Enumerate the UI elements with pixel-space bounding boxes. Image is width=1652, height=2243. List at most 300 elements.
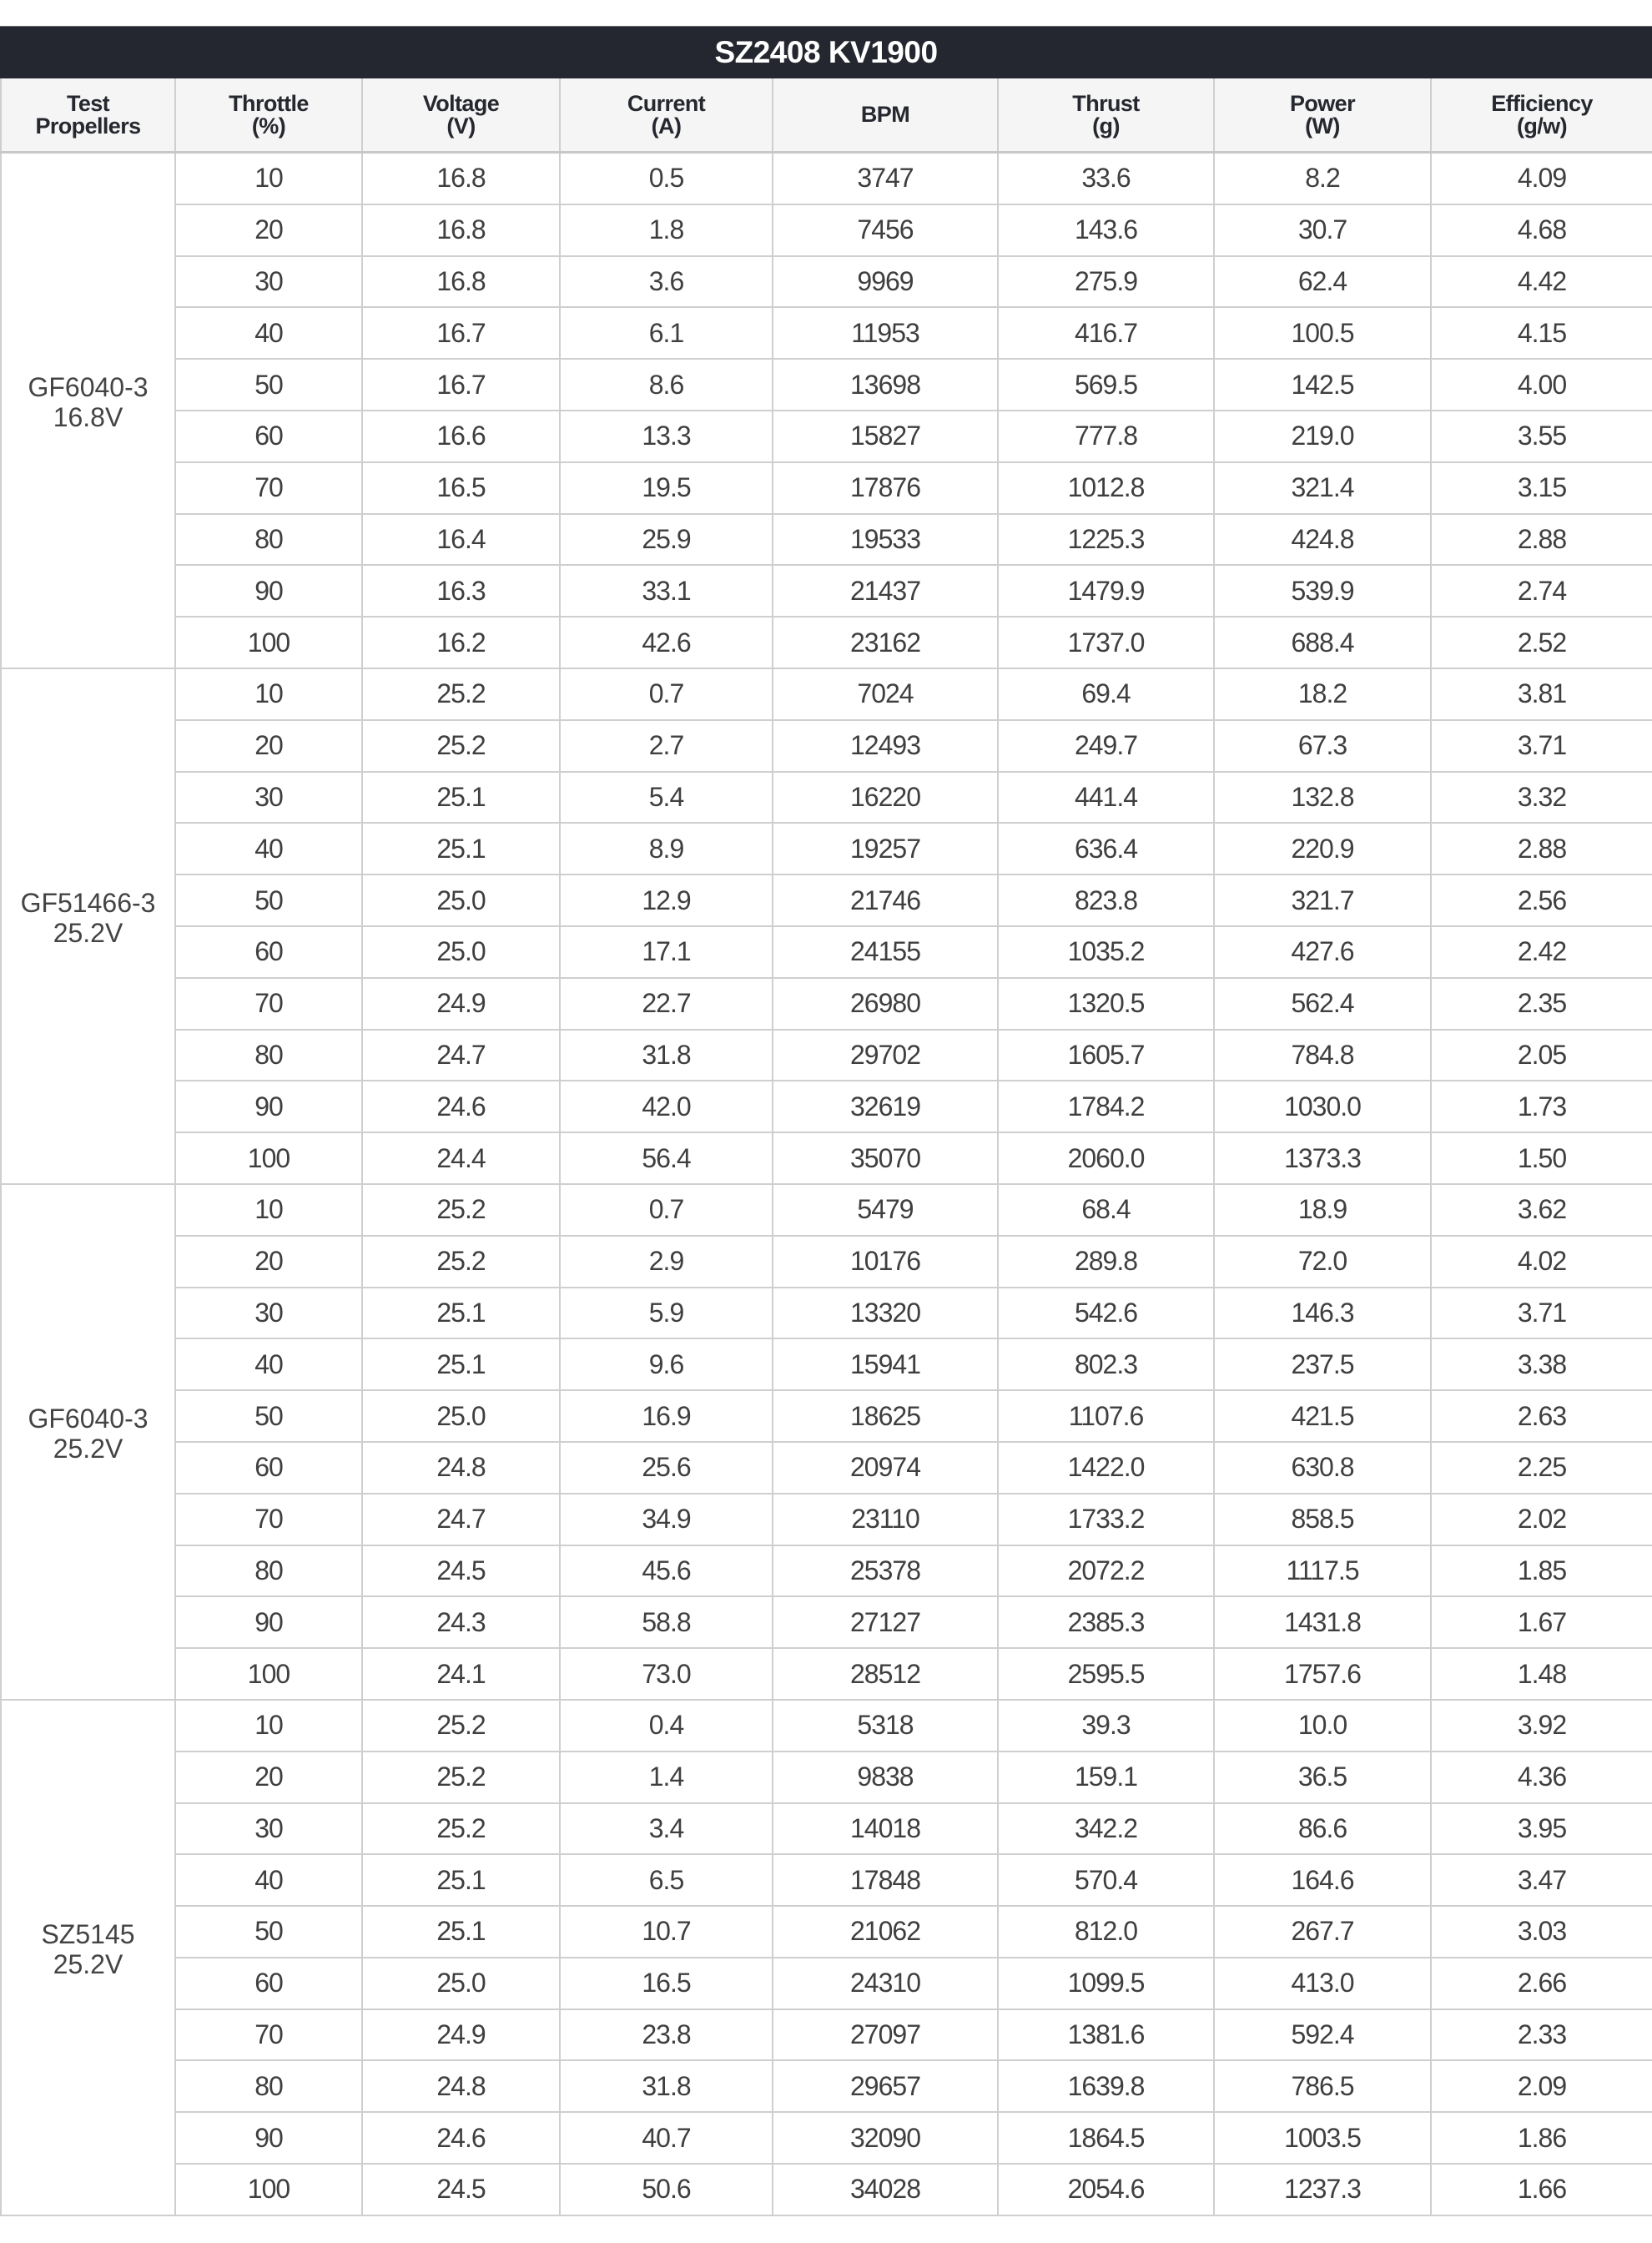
throttle-cell: 30 bbox=[175, 256, 362, 308]
voltage-cell: 25.2 bbox=[362, 1236, 560, 1288]
header-label: BPM bbox=[860, 102, 910, 127]
table-row bbox=[1, 875, 1652, 926]
voltage-cell: 25.0 bbox=[362, 1958, 560, 2009]
thrust-cell: 2072.2 bbox=[998, 1545, 1214, 1597]
efficiency-cell: 2.33 bbox=[1431, 2009, 1652, 2061]
efficiency-cell: 4.02 bbox=[1431, 1236, 1652, 1288]
thrust-cell: 1107.6 bbox=[998, 1390, 1214, 1442]
header-bpm bbox=[773, 78, 998, 153]
power-cell: 321.7 bbox=[1214, 875, 1431, 926]
current-cell: 0.7 bbox=[560, 1184, 773, 1236]
thrust-cell: 33.6 bbox=[998, 153, 1214, 204]
table-row bbox=[1, 2009, 1652, 2061]
efficiency-cell: 2.66 bbox=[1431, 1958, 1652, 2009]
current-cell: 1.4 bbox=[560, 1752, 773, 1803]
bpm-cell: 7456 bbox=[773, 204, 998, 256]
table-row bbox=[1, 153, 1652, 204]
power-cell: 784.8 bbox=[1214, 1030, 1431, 1081]
throttle-cell: 10 bbox=[175, 1184, 362, 1236]
efficiency-cell: 2.88 bbox=[1431, 823, 1652, 875]
thrust-cell: 68.4 bbox=[998, 1184, 1214, 1236]
thrust-cell: 2385.3 bbox=[998, 1596, 1214, 1648]
power-cell: 858.5 bbox=[1214, 1494, 1431, 1545]
efficiency-cell: 3.81 bbox=[1431, 668, 1652, 720]
bpm-cell: 18625 bbox=[773, 1390, 998, 1442]
efficiency-cell: 2.05 bbox=[1431, 1030, 1652, 1081]
bpm-cell: 23162 bbox=[773, 617, 998, 668]
table-row bbox=[1, 1390, 1652, 1442]
bpm-cell: 34028 bbox=[773, 2164, 998, 2215]
power-cell: 1237.3 bbox=[1214, 2164, 1431, 2215]
throttle-cell: 60 bbox=[175, 411, 362, 462]
bpm-cell: 12493 bbox=[773, 720, 998, 772]
propeller-group-cell bbox=[1, 153, 175, 668]
power-cell: 1030.0 bbox=[1214, 1081, 1431, 1132]
throttle-cell: 90 bbox=[175, 2112, 362, 2164]
table-row bbox=[1, 1030, 1652, 1081]
efficiency-cell: 3.55 bbox=[1431, 411, 1652, 462]
efficiency-cell: 2.52 bbox=[1431, 617, 1652, 668]
throttle-cell: 80 bbox=[175, 514, 362, 566]
power-cell: 18.2 bbox=[1214, 668, 1431, 720]
throttle-cell: 50 bbox=[175, 1906, 362, 1958]
voltage-cell: 24.5 bbox=[362, 2164, 560, 2215]
propeller-name: GF6040-3 bbox=[28, 1403, 149, 1434]
bpm-cell: 29702 bbox=[773, 1030, 998, 1081]
propeller-voltage: 25.2V bbox=[53, 1433, 123, 1464]
current-cell: 12.9 bbox=[560, 875, 773, 926]
thrust-cell: 1422.0 bbox=[998, 1442, 1214, 1494]
thrust-cell: 636.4 bbox=[998, 823, 1214, 875]
header-label: Test bbox=[66, 90, 110, 116]
thrust-cell: 570.4 bbox=[998, 1854, 1214, 1906]
voltage-cell: 25.2 bbox=[362, 1803, 560, 1855]
thrust-cell: 1320.5 bbox=[998, 978, 1214, 1030]
table-row bbox=[1, 978, 1652, 1030]
motor-test-table-container bbox=[0, 26, 1652, 2216]
bpm-cell: 28512 bbox=[773, 1648, 998, 1700]
current-cell: 16.5 bbox=[560, 1958, 773, 2009]
efficiency-cell: 3.32 bbox=[1431, 772, 1652, 824]
header-unit: (%) bbox=[251, 113, 286, 139]
table-row bbox=[1, 1648, 1652, 1700]
power-cell: 237.5 bbox=[1214, 1338, 1431, 1390]
efficiency-cell: 1.66 bbox=[1431, 2164, 1652, 2215]
motor-test-data-table bbox=[0, 78, 1652, 2216]
throttle-cell: 30 bbox=[175, 772, 362, 824]
current-cell: 34.9 bbox=[560, 1494, 773, 1545]
table-row bbox=[1, 1338, 1652, 1390]
bpm-cell: 5479 bbox=[773, 1184, 998, 1236]
propeller-name: SZ5145 bbox=[41, 1918, 135, 1949]
current-cell: 56.4 bbox=[560, 1132, 773, 1184]
throttle-cell: 100 bbox=[175, 1132, 362, 1184]
bpm-cell: 19257 bbox=[773, 823, 998, 875]
bpm-cell: 17848 bbox=[773, 1854, 998, 1906]
power-cell: 72.0 bbox=[1214, 1236, 1431, 1288]
table-row bbox=[1, 772, 1652, 824]
bpm-cell: 19533 bbox=[773, 514, 998, 566]
thrust-cell: 2595.5 bbox=[998, 1648, 1214, 1700]
efficiency-cell: 4.42 bbox=[1431, 256, 1652, 308]
thrust-cell: 342.2 bbox=[998, 1803, 1214, 1855]
propeller-name: GF6040-3 bbox=[28, 371, 149, 402]
efficiency-cell: 1.86 bbox=[1431, 2112, 1652, 2164]
table-row bbox=[1, 1132, 1652, 1184]
throttle-cell: 10 bbox=[175, 1700, 362, 1752]
table-body bbox=[1, 153, 1652, 2215]
thrust-cell: 143.6 bbox=[998, 204, 1214, 256]
bpm-cell: 11953 bbox=[773, 307, 998, 359]
current-cell: 73.0 bbox=[560, 1648, 773, 1700]
thrust-cell: 1225.3 bbox=[998, 514, 1214, 566]
efficiency-cell: 3.47 bbox=[1431, 1854, 1652, 1906]
throttle-cell: 60 bbox=[175, 1442, 362, 1494]
thrust-cell: 1381.6 bbox=[998, 2009, 1214, 2061]
thrust-cell: 2060.0 bbox=[998, 1132, 1214, 1184]
power-cell: 146.3 bbox=[1214, 1288, 1431, 1339]
thrust-cell: 542.6 bbox=[998, 1288, 1214, 1339]
efficiency-cell: 2.09 bbox=[1431, 2060, 1652, 2112]
efficiency-cell: 4.00 bbox=[1431, 359, 1652, 411]
power-cell: 539.9 bbox=[1214, 565, 1431, 617]
current-cell: 22.7 bbox=[560, 978, 773, 1030]
power-cell: 100.5 bbox=[1214, 307, 1431, 359]
current-cell: 10.7 bbox=[560, 1906, 773, 1958]
voltage-cell: 16.8 bbox=[362, 204, 560, 256]
voltage-cell: 16.7 bbox=[362, 307, 560, 359]
bpm-cell: 3747 bbox=[773, 153, 998, 204]
current-cell: 0.5 bbox=[560, 153, 773, 204]
table-row bbox=[1, 1081, 1652, 1132]
voltage-cell: 25.2 bbox=[362, 1700, 560, 1752]
header-unit: (A) bbox=[651, 113, 682, 139]
thrust-cell: 777.8 bbox=[998, 411, 1214, 462]
power-cell: 86.6 bbox=[1214, 1803, 1431, 1855]
current-cell: 45.6 bbox=[560, 1545, 773, 1597]
current-cell: 6.1 bbox=[560, 307, 773, 359]
bpm-cell: 10176 bbox=[773, 1236, 998, 1288]
header-unit: Propellers bbox=[35, 113, 141, 139]
throttle-cell: 20 bbox=[175, 204, 362, 256]
thrust-cell: 1605.7 bbox=[998, 1030, 1214, 1081]
thrust-cell: 1737.0 bbox=[998, 617, 1214, 668]
voltage-cell: 25.0 bbox=[362, 875, 560, 926]
current-cell: 50.6 bbox=[560, 2164, 773, 2215]
voltage-cell: 25.1 bbox=[362, 1338, 560, 1390]
efficiency-cell: 4.68 bbox=[1431, 204, 1652, 256]
thrust-cell: 1035.2 bbox=[998, 926, 1214, 978]
header-efficiency bbox=[1431, 78, 1652, 153]
throttle-cell: 60 bbox=[175, 926, 362, 978]
current-cell: 2.9 bbox=[560, 1236, 773, 1288]
bpm-cell: 35070 bbox=[773, 1132, 998, 1184]
header-label: Throttle bbox=[229, 90, 309, 116]
thrust-cell: 1099.5 bbox=[998, 1958, 1214, 2009]
table-row bbox=[1, 1494, 1652, 1545]
voltage-cell: 25.2 bbox=[362, 668, 560, 720]
bpm-cell: 21437 bbox=[773, 565, 998, 617]
efficiency-cell: 4.36 bbox=[1431, 1752, 1652, 1803]
voltage-cell: 24.8 bbox=[362, 1442, 560, 1494]
efficiency-cell: 1.67 bbox=[1431, 1596, 1652, 1648]
header-label: Current bbox=[627, 90, 706, 116]
current-cell: 8.6 bbox=[560, 359, 773, 411]
propeller-name: GF51466-3 bbox=[20, 887, 156, 918]
throttle-cell: 10 bbox=[175, 153, 362, 204]
voltage-cell: 24.5 bbox=[362, 1545, 560, 1597]
table-row bbox=[1, 1236, 1652, 1288]
power-cell: 424.8 bbox=[1214, 514, 1431, 566]
voltage-cell: 16.6 bbox=[362, 411, 560, 462]
table-row bbox=[1, 1288, 1652, 1339]
thrust-cell: 1479.9 bbox=[998, 565, 1214, 617]
table-row bbox=[1, 1545, 1652, 1597]
current-cell: 19.5 bbox=[560, 462, 773, 514]
propeller-voltage: 25.2V bbox=[53, 917, 123, 948]
power-cell: 67.3 bbox=[1214, 720, 1431, 772]
current-cell: 25.9 bbox=[560, 514, 773, 566]
voltage-cell: 25.1 bbox=[362, 823, 560, 875]
bpm-cell: 27127 bbox=[773, 1596, 998, 1648]
propeller-group-cell bbox=[1, 1700, 175, 2215]
header-unit: (W) bbox=[1305, 113, 1340, 139]
table-row bbox=[1, 462, 1652, 514]
efficiency-cell: 1.50 bbox=[1431, 1132, 1652, 1184]
bpm-cell: 20974 bbox=[773, 1442, 998, 1494]
throttle-cell: 50 bbox=[175, 359, 362, 411]
table-row bbox=[1, 514, 1652, 566]
efficiency-cell: 2.74 bbox=[1431, 565, 1652, 617]
table-row bbox=[1, 1906, 1652, 1958]
throttle-cell: 40 bbox=[175, 1854, 362, 1906]
header-current bbox=[560, 78, 773, 153]
thrust-cell: 1784.2 bbox=[998, 1081, 1214, 1132]
efficiency-cell: 2.35 bbox=[1431, 978, 1652, 1030]
power-cell: 1117.5 bbox=[1214, 1545, 1431, 1597]
power-cell: 1431.8 bbox=[1214, 1596, 1431, 1648]
throttle-cell: 80 bbox=[175, 1545, 362, 1597]
current-cell: 42.6 bbox=[560, 617, 773, 668]
bpm-cell: 29657 bbox=[773, 2060, 998, 2112]
efficiency-cell: 3.15 bbox=[1431, 462, 1652, 514]
throttle-cell: 40 bbox=[175, 1338, 362, 1390]
voltage-cell: 24.7 bbox=[362, 1494, 560, 1545]
voltage-cell: 25.1 bbox=[362, 1854, 560, 1906]
voltage-cell: 16.7 bbox=[362, 359, 560, 411]
table-row bbox=[1, 1184, 1652, 1236]
efficiency-cell: 2.88 bbox=[1431, 514, 1652, 566]
thrust-cell: 249.7 bbox=[998, 720, 1214, 772]
table-row bbox=[1, 1596, 1652, 1648]
voltage-cell: 24.8 bbox=[362, 2060, 560, 2112]
throttle-cell: 30 bbox=[175, 1288, 362, 1339]
propeller-group-cell bbox=[1, 668, 175, 1184]
power-cell: 321.4 bbox=[1214, 462, 1431, 514]
table-row bbox=[1, 1700, 1652, 1752]
thrust-cell: 802.3 bbox=[998, 1338, 1214, 1390]
power-cell: 142.5 bbox=[1214, 359, 1431, 411]
throttle-cell: 50 bbox=[175, 875, 362, 926]
efficiency-cell: 2.42 bbox=[1431, 926, 1652, 978]
power-cell: 421.5 bbox=[1214, 1390, 1431, 1442]
power-cell: 132.8 bbox=[1214, 772, 1431, 824]
current-cell: 3.4 bbox=[560, 1803, 773, 1855]
power-cell: 413.0 bbox=[1214, 1958, 1431, 2009]
thrust-cell: 416.7 bbox=[998, 307, 1214, 359]
header-voltage bbox=[362, 78, 560, 153]
power-cell: 562.4 bbox=[1214, 978, 1431, 1030]
power-cell: 8.2 bbox=[1214, 153, 1431, 204]
bpm-cell: 14018 bbox=[773, 1803, 998, 1855]
current-cell: 13.3 bbox=[560, 411, 773, 462]
header-unit: (g) bbox=[1092, 113, 1120, 139]
table-row bbox=[1, 1958, 1652, 2009]
table-row bbox=[1, 1752, 1652, 1803]
table-row bbox=[1, 926, 1652, 978]
power-cell: 62.4 bbox=[1214, 256, 1431, 308]
thrust-cell: 39.3 bbox=[998, 1700, 1214, 1752]
throttle-cell: 20 bbox=[175, 1752, 362, 1803]
current-cell: 0.4 bbox=[560, 1700, 773, 1752]
thrust-cell: 1864.5 bbox=[998, 2112, 1214, 2164]
thrust-cell: 569.5 bbox=[998, 359, 1214, 411]
efficiency-cell: 3.62 bbox=[1431, 1184, 1652, 1236]
voltage-cell: 24.6 bbox=[362, 2112, 560, 2164]
voltage-cell: 25.0 bbox=[362, 926, 560, 978]
propeller-voltage: 16.8V bbox=[53, 401, 123, 432]
throttle-cell: 100 bbox=[175, 1648, 362, 1700]
current-cell: 3.6 bbox=[560, 256, 773, 308]
throttle-cell: 30 bbox=[175, 1803, 362, 1855]
voltage-cell: 25.2 bbox=[362, 1752, 560, 1803]
bpm-cell: 25378 bbox=[773, 1545, 998, 1597]
current-cell: 2.7 bbox=[560, 720, 773, 772]
current-cell: 23.8 bbox=[560, 2009, 773, 2061]
power-cell: 36.5 bbox=[1214, 1752, 1431, 1803]
thrust-cell: 441.4 bbox=[998, 772, 1214, 824]
header-unit: (V) bbox=[446, 113, 476, 139]
power-cell: 220.9 bbox=[1214, 823, 1431, 875]
power-cell: 18.9 bbox=[1214, 1184, 1431, 1236]
thrust-cell: 69.4 bbox=[998, 668, 1214, 720]
throttle-cell: 70 bbox=[175, 2009, 362, 2061]
bpm-cell: 24310 bbox=[773, 1958, 998, 2009]
throttle-cell: 70 bbox=[175, 1494, 362, 1545]
bpm-cell: 5318 bbox=[773, 1700, 998, 1752]
propeller-voltage: 25.2V bbox=[53, 1948, 123, 1979]
current-cell: 9.6 bbox=[560, 1338, 773, 1390]
current-cell: 6.5 bbox=[560, 1854, 773, 1906]
current-cell: 25.6 bbox=[560, 1442, 773, 1494]
voltage-cell: 24.9 bbox=[362, 978, 560, 1030]
throttle-cell: 50 bbox=[175, 1390, 362, 1442]
voltage-cell: 24.6 bbox=[362, 1081, 560, 1132]
current-cell: 33.1 bbox=[560, 565, 773, 617]
voltage-cell: 16.8 bbox=[362, 153, 560, 204]
efficiency-cell: 2.56 bbox=[1431, 875, 1652, 926]
bpm-cell: 26980 bbox=[773, 978, 998, 1030]
table-row bbox=[1, 359, 1652, 411]
header-unit: (g/w) bbox=[1517, 113, 1567, 139]
voltage-cell: 24.1 bbox=[362, 1648, 560, 1700]
current-cell: 5.4 bbox=[560, 772, 773, 824]
voltage-cell: 24.9 bbox=[362, 2009, 560, 2061]
thrust-cell: 2054.6 bbox=[998, 2164, 1214, 2215]
table-row bbox=[1, 1854, 1652, 1906]
table-row bbox=[1, 256, 1652, 308]
efficiency-cell: 2.02 bbox=[1431, 1494, 1652, 1545]
bpm-cell: 24155 bbox=[773, 926, 998, 978]
table-row bbox=[1, 1803, 1652, 1855]
bpm-cell: 27097 bbox=[773, 2009, 998, 2061]
power-cell: 592.4 bbox=[1214, 2009, 1431, 2061]
current-cell: 5.9 bbox=[560, 1288, 773, 1339]
throttle-cell: 10 bbox=[175, 668, 362, 720]
current-cell: 0.7 bbox=[560, 668, 773, 720]
voltage-cell: 16.4 bbox=[362, 514, 560, 566]
voltage-cell: 25.2 bbox=[362, 720, 560, 772]
header-power bbox=[1214, 78, 1431, 153]
current-cell: 8.9 bbox=[560, 823, 773, 875]
efficiency-cell: 3.38 bbox=[1431, 1338, 1652, 1390]
bpm-cell: 9969 bbox=[773, 256, 998, 308]
thrust-cell: 823.8 bbox=[998, 875, 1214, 926]
table-row bbox=[1, 823, 1652, 875]
throttle-cell: 100 bbox=[175, 2164, 362, 2215]
efficiency-cell: 1.48 bbox=[1431, 1648, 1652, 1700]
propeller-group-cell bbox=[1, 1184, 175, 1700]
throttle-cell: 60 bbox=[175, 1958, 362, 2009]
thrust-cell: 812.0 bbox=[998, 1906, 1214, 1958]
header-test-propellers bbox=[1, 78, 175, 153]
voltage-cell: 24.4 bbox=[362, 1132, 560, 1184]
power-cell: 630.8 bbox=[1214, 1442, 1431, 1494]
bpm-cell: 13320 bbox=[773, 1288, 998, 1339]
throttle-cell: 70 bbox=[175, 462, 362, 514]
efficiency-cell: 3.71 bbox=[1431, 720, 1652, 772]
power-cell: 30.7 bbox=[1214, 204, 1431, 256]
current-cell: 31.8 bbox=[560, 2060, 773, 2112]
throttle-cell: 20 bbox=[175, 1236, 362, 1288]
voltage-cell: 25.2 bbox=[362, 1184, 560, 1236]
table-row bbox=[1, 204, 1652, 256]
power-cell: 1373.3 bbox=[1214, 1132, 1431, 1184]
table-row bbox=[1, 2164, 1652, 2215]
throttle-cell: 80 bbox=[175, 1030, 362, 1081]
current-cell: 40.7 bbox=[560, 2112, 773, 2164]
throttle-cell: 80 bbox=[175, 2060, 362, 2112]
power-cell: 164.6 bbox=[1214, 1854, 1431, 1906]
voltage-cell: 25.1 bbox=[362, 772, 560, 824]
efficiency-cell: 3.95 bbox=[1431, 1803, 1652, 1855]
current-cell: 58.8 bbox=[560, 1596, 773, 1648]
efficiency-cell: 1.73 bbox=[1431, 1081, 1652, 1132]
thrust-cell: 159.1 bbox=[998, 1752, 1214, 1803]
header-label: Voltage bbox=[422, 90, 500, 116]
voltage-cell: 24.7 bbox=[362, 1030, 560, 1081]
voltage-cell: 16.2 bbox=[362, 617, 560, 668]
bpm-cell: 21746 bbox=[773, 875, 998, 926]
efficiency-cell: 3.71 bbox=[1431, 1288, 1652, 1339]
voltage-cell: 16.3 bbox=[362, 565, 560, 617]
power-cell: 786.5 bbox=[1214, 2060, 1431, 2112]
thrust-cell: 1639.8 bbox=[998, 2060, 1214, 2112]
table-row bbox=[1, 565, 1652, 617]
efficiency-cell: 4.09 bbox=[1431, 153, 1652, 204]
efficiency-cell: 2.63 bbox=[1431, 1390, 1652, 1442]
bpm-cell: 23110 bbox=[773, 1494, 998, 1545]
